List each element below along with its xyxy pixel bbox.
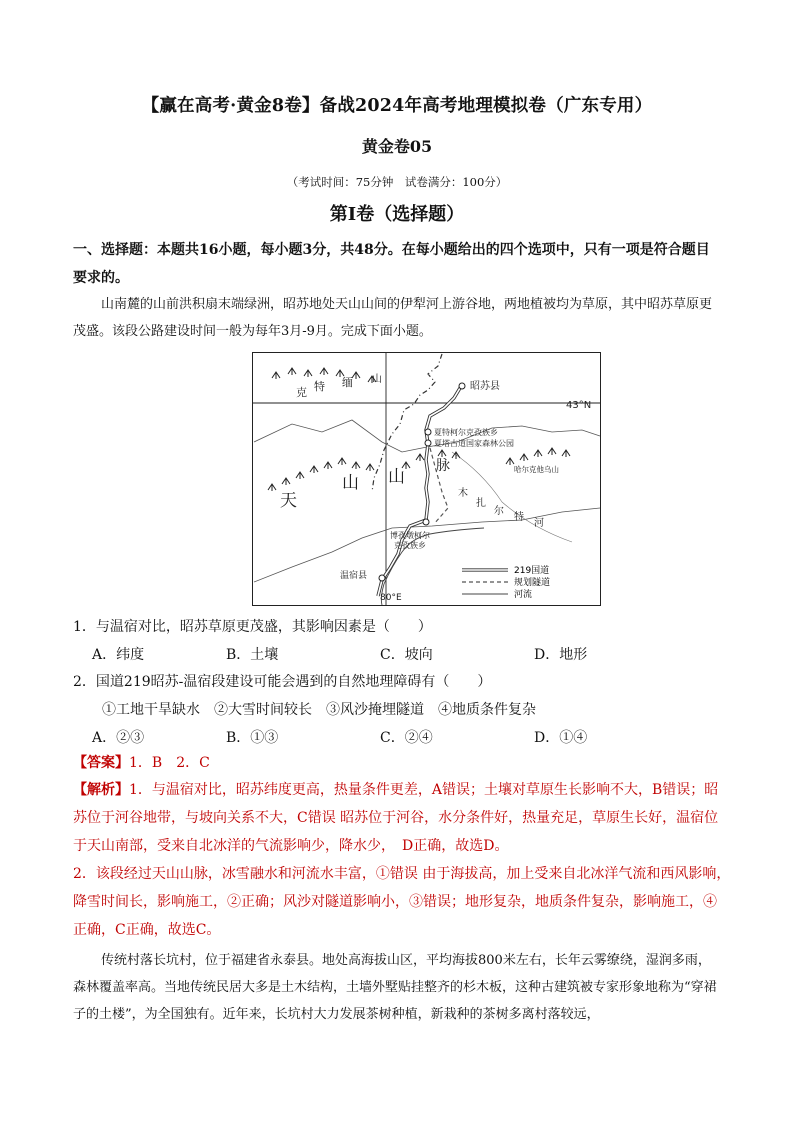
q1-option-c: C．坡向 (380, 647, 433, 663)
instructions: 一、选择题：本题共16小题，每小题3分，共48分。在每小题给出的四个选项中，只有一项是符合题目要求的。 (73, 242, 710, 286)
label-he: 河 (534, 518, 544, 529)
q2-option-b: B．①③ (226, 730, 279, 746)
label-er: 尔 (494, 506, 504, 517)
label-lat: 43°N (566, 400, 592, 411)
label-bozi: 博孜墩柯尔 (390, 531, 430, 540)
label-shan-small: 山 (372, 374, 382, 385)
q2-option-d: D．①④ (534, 730, 588, 746)
analysis-p2-l1b: 错误 由于海拔高，加上受来自北冰洋气流和西风影响， (389, 866, 731, 882)
map-figure (252, 352, 601, 606)
answer-tag: 【答案】 (73, 755, 129, 771)
label-lon: 80°E (380, 593, 402, 603)
q2-option-c: C．②④ (380, 730, 433, 746)
analysis-p2-l1a: 2．该段经过天山山脉，冰雪融水和河流水丰富， (73, 866, 376, 882)
analysis-p1-l2: 苏位于河谷地带，与坡向关系不大，C错误 昭苏位于河谷，水分条件好，热量充足，草原生长好，温宿位 (73, 810, 719, 826)
analysis-p2-l2a: 降雪时间长，影响施工， (73, 894, 227, 910)
analysis-line-1 (73, 779, 733, 799)
label-xiata: 夏塔古道国家森林公园 (434, 439, 514, 448)
label-za: 扎 (476, 498, 486, 509)
analysis-p2-l1 (73, 863, 730, 883)
analysis-p2-l2b: 正确；风沙对隧道影响小， (241, 894, 409, 910)
analysis-tag: 【解析】 (73, 782, 129, 798)
label-wensu: 温宿县 (340, 571, 368, 581)
zhaosu-marker (459, 383, 465, 389)
circle-1: ① (375, 866, 390, 882)
wensu-marker (379, 575, 385, 581)
label-te: 特 (314, 380, 325, 393)
label-mu: 木 (458, 488, 468, 499)
legend-tunnel: 规划隧道 (514, 578, 551, 588)
label-mian: 缅 (342, 376, 353, 389)
q2-stem: 2．国道219昭苏-温宿段建设可能会遇到的自然地理障碍有（ ） (73, 674, 492, 690)
circle-2: ② (227, 894, 241, 910)
q1-option-d: D．地形 (534, 647, 588, 663)
analysis-p2-l3: 正确，C正确，故选C。 (73, 922, 221, 938)
section-title: 第I卷（选择题） (329, 204, 465, 225)
passage-1: 山南麓的山前洪积扇末端绿洲，昭苏地处天山山间的伊犁河上游谷地，两地植被均为草原，其中昭苏草原更茂盛。该段公路建设时间一般为每年3月-9月。完成下面小题。 (73, 297, 713, 339)
analysis-p1-l3: 于天山南部，受来自北冰洋的气流影响少，降水少， D正确，故选D。 (73, 838, 509, 854)
xiate-marker (425, 429, 431, 435)
legend-219: 219国道 (514, 566, 550, 576)
q2-option-a: A．②③ (92, 730, 145, 746)
label-mai: 脉 (436, 458, 450, 474)
label-shan2: 山 (388, 467, 405, 487)
analysis-p2-l2c: 错误；地形复杂，地质条件复杂，影响施工， (423, 894, 703, 910)
label-ke: 克 (296, 386, 307, 399)
q2-items: ①工地干旱缺水 ②大雪时间较长 ③风沙掩埋隧道 ④地质条件复杂 (102, 702, 536, 718)
q1-option-b: B．土壤 (226, 647, 279, 663)
page-title: 【赢在高考·黄金8卷】备战2024年高考地理模拟卷（广东专用） (141, 96, 653, 116)
circle-4: ④ (703, 894, 717, 910)
xiata-marker (425, 440, 431, 446)
label-shan1: 山 (342, 473, 359, 493)
q1-option-a: A．纬度 (92, 647, 145, 663)
circle-3: ③ (409, 894, 423, 910)
answer-text: 1．B 2．C (129, 755, 210, 771)
paper-subtitle: 黄金卷05 (361, 137, 433, 156)
q1-stem: 1．与温宿对比，昭苏草原更茂盛，其影响因素是（ ） (73, 619, 432, 635)
analysis-p2-l2 (73, 891, 717, 911)
exam-info: （考试时间：75分钟 试卷满分：100分） (286, 175, 508, 189)
label-xiate: 夏特柯尔克孜族乡 (434, 428, 498, 437)
answer-line (73, 752, 210, 772)
label-te2: 特 (514, 512, 524, 523)
label-zhaosu: 昭苏县 (470, 381, 500, 392)
bozi-marker (423, 519, 429, 525)
label-bozi2: 克孜族乡 (394, 541, 426, 550)
legend-river: 河流 (514, 590, 533, 600)
label-hake: 哈尔克他乌山 (514, 465, 559, 474)
label-tian: 天 (280, 491, 297, 511)
analysis-p1-l1: 1．与温宿对比，昭苏纬度更高，热量条件更差，A错误；土壤对草原生长影响不大，B错误；昭 (129, 782, 719, 798)
passage-2: 传统村落长坑村，位于福建省永泰县。地处高海拔山区，平均海拔800米左右，长年云雾缭绕，湿润多雨，森林覆盖率高。当地传统民居大多是土木结构，土墙外墅贴挂整齐的杉木板，这种古建筑被专家形象地称为“穿裙子的土楼”，为全国独有。近年来，长坑村大力发展茶树种植，新栽种的茶树多离村落较远， (73, 953, 717, 1022)
